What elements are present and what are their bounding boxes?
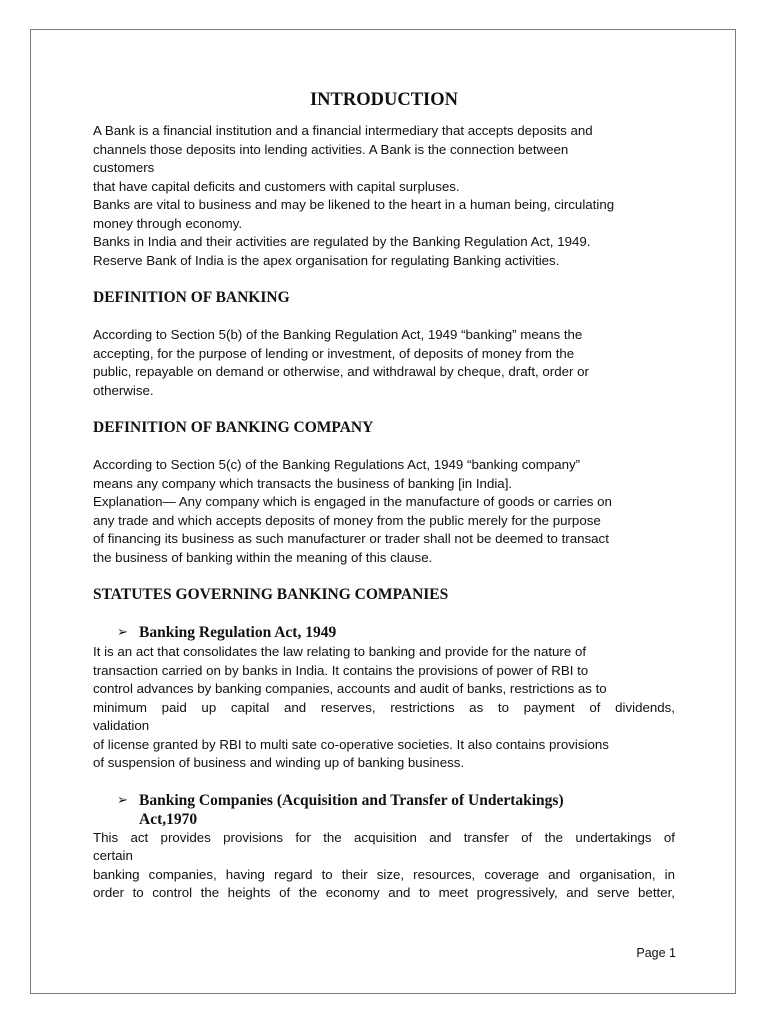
text-line: channels those deposits into lending activities. A Bank is the connection between [93, 141, 569, 157]
text-line: that have capital deficits and customers with capital surpluses. [93, 178, 460, 194]
text-line: Banks in India and their activities are regulated by the Banking Regulation Act, 1949. [93, 234, 591, 249]
text-line: otherwise. [93, 382, 154, 398]
text-line: means any company which transacts the business of banking [in India]. [93, 475, 513, 491]
subheading-label: Banking Regulation Act, 1949 [139, 624, 337, 641]
definition-company-paragraph [93, 456, 675, 567]
subheading-line: Banking Companies (Acquisition and Transfer of Undertakings) [139, 791, 564, 809]
text-line: of financing its business as such manufacturer or trader shall not be deemed to transact [93, 531, 609, 546]
text-line: public, repayable on demand or otherwise, and withdrawal by cheque, draft, order or [93, 364, 589, 379]
text-line: This act provides provisions for the acquisition and transfer of the undertakings of [93, 829, 675, 845]
text-line: banking companies, having regard to their size, resources, coverage and organisation, in [93, 866, 675, 882]
text-line: any trade and which accepts deposits of money from the public merely for the purpose [93, 512, 601, 528]
subheading-line: Act,1970 [139, 810, 198, 828]
definition-banking-paragraph [93, 326, 675, 400]
subheading-banking-regulation-act [117, 623, 675, 643]
acquisition-act-paragraph [93, 829, 675, 903]
intro-paragraph [93, 122, 675, 270]
banking-regulation-paragraph [93, 643, 675, 773]
text-line: customers [93, 160, 155, 175]
text-line: According to Section 5(b) of the Banking Regulation Act, 1949 “banking” means the [93, 327, 583, 342]
text-line: certain [93, 848, 133, 863]
text-line: of license granted by RBI to multi sate co-operative societies. It also contains provisions [93, 736, 609, 752]
text-line: validation [93, 718, 150, 733]
section-heading-definition-banking: DEFINITION OF BANKING [93, 289, 290, 306]
text-line: order to control the heights of the economy and to meet progressively, and serve better, [93, 885, 675, 900]
section-heading-definition-company: DEFINITION OF BANKING COMPANY [93, 419, 374, 436]
subheading-acquisition-act [117, 791, 675, 829]
text-line: of suspension of business and winding up of banking business. [93, 755, 465, 770]
page-title: INTRODUCTION [309, 90, 459, 110]
text-line: transaction carried on by banks in India. It contains the provisions of power of RBI to [93, 662, 589, 678]
text-line: A Bank is a financial institution and a financial intermediary that accepts deposits and [93, 123, 593, 138]
document-body [93, 88, 675, 903]
page-number: Page 1 [636, 946, 676, 960]
arrow-bullet-icon: ➢ [117, 625, 128, 640]
text-line: Banks are vital to business and may be likened to the heart in a human being, circulating [93, 197, 615, 212]
text-line: control advances by banking companies, accounts and audit of banks, restrictions as to [93, 681, 607, 696]
text-line: Reserve Bank of India is the apex organisation for regulating Banking activities. [93, 252, 560, 268]
text-line: It is an act that consolidates the law relating to banking and provide for the nature of [93, 644, 587, 659]
section-heading-statutes: STATUTES GOVERNING BANKING COMPANIES [93, 586, 449, 603]
subheading-label [139, 791, 564, 829]
arrow-bullet-icon: ➢ [117, 792, 128, 808]
text-line: According to Section 5(c) of the Banking Regulations Act, 1949 “banking company” [93, 457, 581, 472]
text-line: money through economy. [93, 215, 243, 231]
text-line: the business of banking within the meaning of this clause. [93, 549, 433, 565]
text-line: Explanation— Any company which is engaged in the manufacture of goods or carries on [93, 494, 612, 509]
text-line: accepting, for the purpose of lending or investment, of deposits of money from the [93, 345, 575, 361]
text-line: minimum paid up capital and reserves, restrictions as to payment of dividends, [93, 699, 675, 715]
